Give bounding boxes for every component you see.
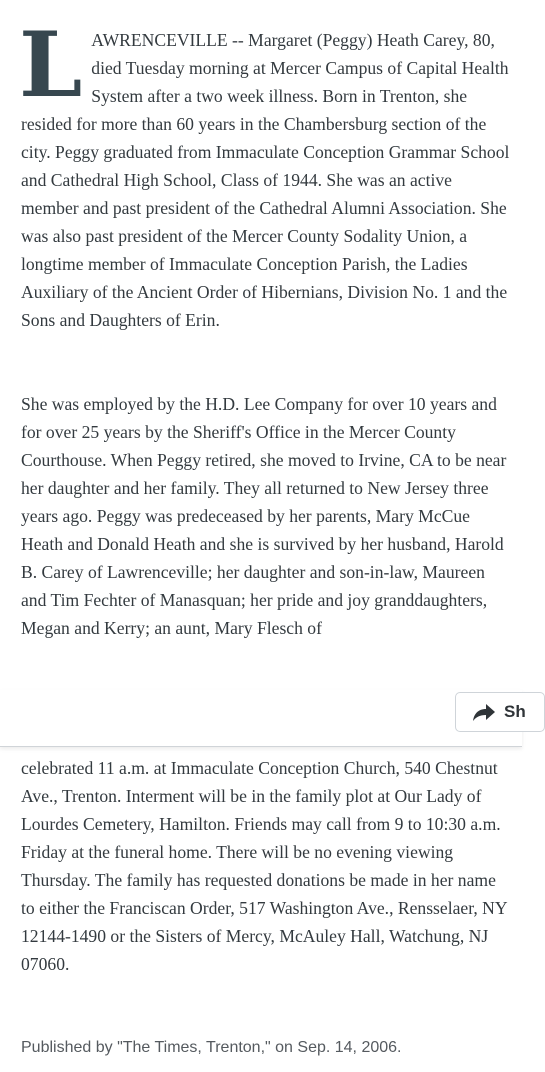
share-button-label: Sh (504, 702, 526, 721)
share-bar (0, 690, 526, 747)
obituary-paragraph-2-text: She was employed by the H.D. Lee Company for over 10 years and for over 25 years by the Sheriff's Office in the Mercer County Courthouse. When Peggy retired, she moved to Irvine, CA to be near her daughter and her family. They all returned to New Jersey three years ago. Peggy was predeceased by her parents, Mary McCue Heath and Donald Heath and she is survived by her husband, Harold B. Carey of Lawrenceville; her daughter and son-in-law, Maureen and Tim Fechter of Manasquan; her pride and joy granddaughters, Megan and Kerry; an aunt, Mary Flesch of (21, 394, 507, 638)
share-button[interactable] (455, 692, 545, 732)
obituary-paragraph-1-text: AWRENCEVILLE -- Margaret (Peggy) Heath Carey, 80, died Tuesday morning at Mercer Campus of Capital Health System after a two week illness. Born in Trenton, she resided for more than 60 years in the Chambersburg section of the city. Peggy graduated from Immaculate Conception Grammar School and Cathedral High School, Class of 1944. She was an active member and past president of the Cathedral Alumni Association. She was also past president of the Mercer County Sodality Union, a longtime member of Immaculate Conception Parish, the Ladies Auxiliary of the Ancient Order of Hibernians, Division No. 1 and the Sons and Daughters of Erin. (21, 30, 510, 330)
obituary-paragraph-2 (21, 390, 511, 678)
share-arrow-icon (472, 702, 496, 722)
obituary-paragraph-3 (21, 754, 511, 978)
drop-cap: L (19, 12, 83, 118)
obituary-paragraph-1 (19, 12, 511, 334)
obituary-paragraph-3-text: celebrated 11 a.m. at Immaculate Conception Church, 540 Chestnut Ave., Trenton. Interment will be in the family plot at Our Lady of Lourdes Cemetery, Hamilton. Friends may call from 9 to 10:30 a.m. Friday at the funeral home. There will be no evening viewing Thursday. The family has requested donations be made in her name to either the Franciscan Order, 517 Washington Ave., Rensselaer, NY 12144-1490 or the Sisters of Mercy, McAuley Hall, Watchung, NJ 07060. (21, 758, 507, 974)
publisher-credit: Published by "The Times, Trenton," on Sep. 14, 2006. (21, 1039, 402, 1056)
